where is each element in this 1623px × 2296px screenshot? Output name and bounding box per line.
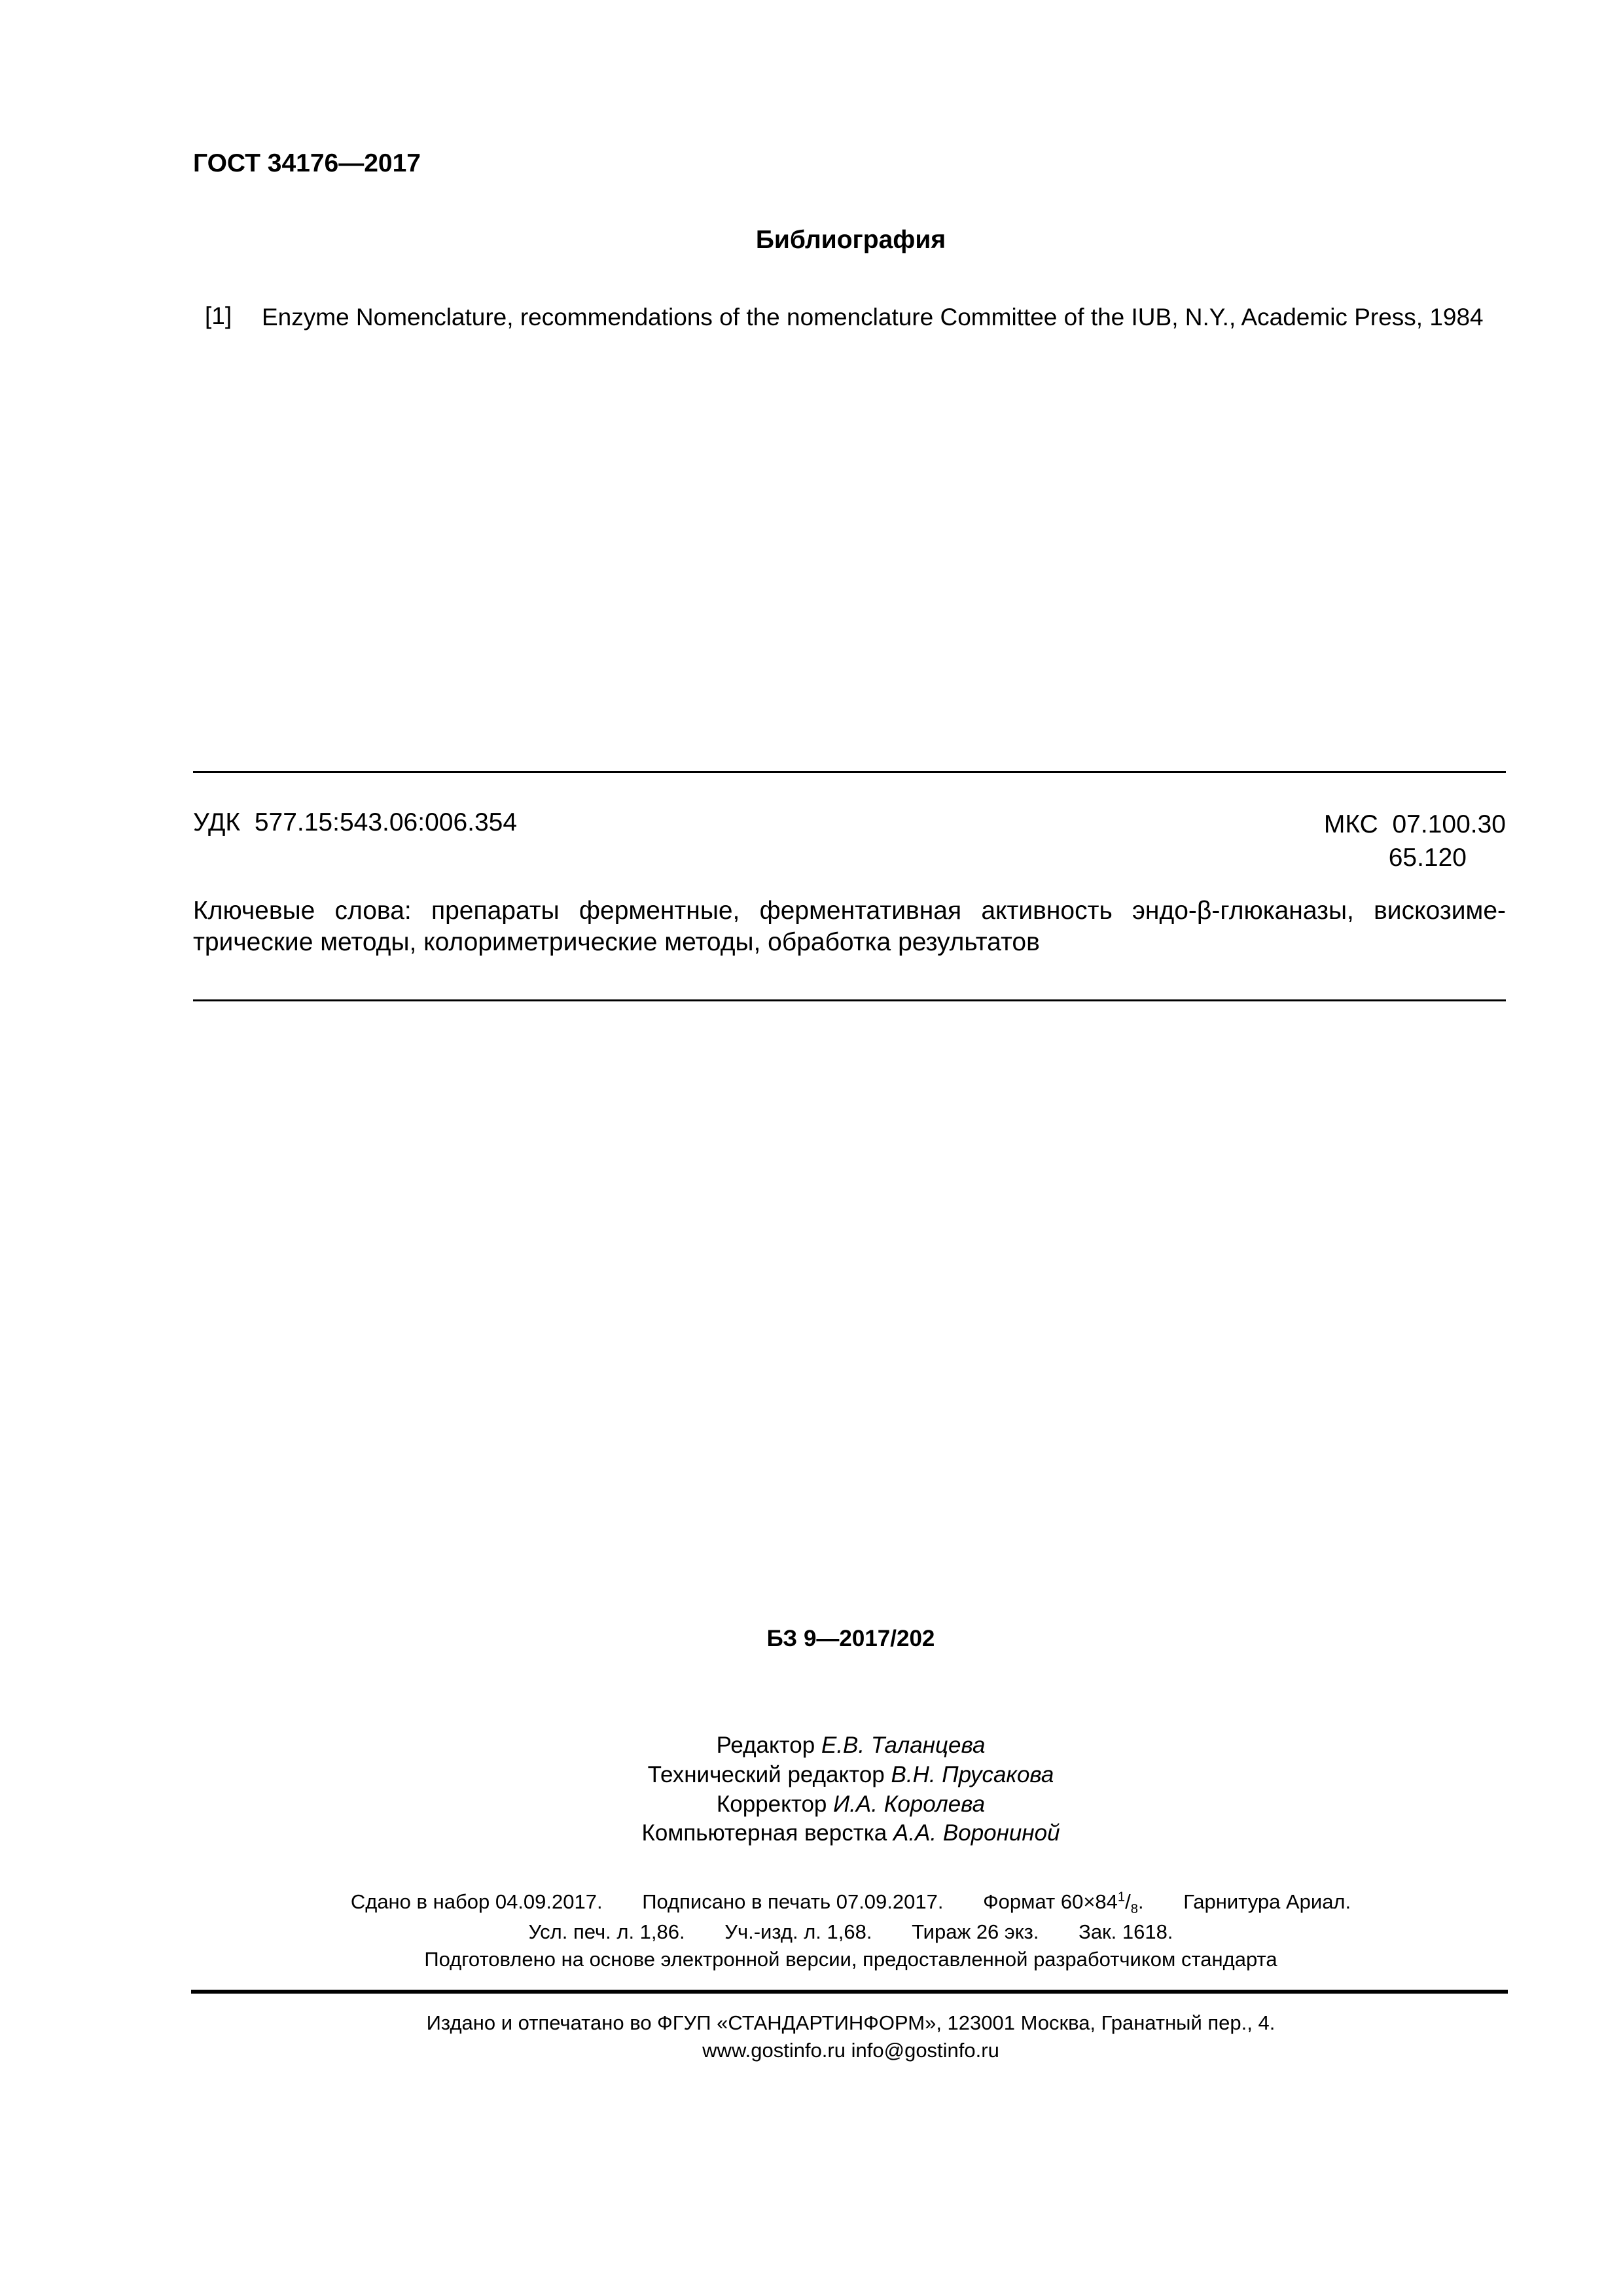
keywords: Ключевые слова: препараты ферментные, ферментативная активность эндо-β-глюканазы, вискозиме-трические методы, колориметрические методы, обработка результатов xyxy=(193,897,1506,956)
credit-corrector xyxy=(0,1790,1623,1820)
format-denominator: 8 xyxy=(1130,1902,1138,1917)
imprint-print-sheets: Усл. печ. л. 1,86. xyxy=(528,1920,685,1944)
imprint-submitted: Сдано в набор 04.09.2017. xyxy=(350,1890,603,1913)
bz-number: БЗ 9—2017/202 xyxy=(766,1626,935,1651)
credit-tech-editor xyxy=(0,1761,1623,1790)
mks-primary: МКС 07.100.30 xyxy=(1323,810,1506,838)
credit-label: Компьютерная верстка xyxy=(641,1820,887,1846)
email-link[interactable]: info@gostinfo.ru xyxy=(851,2038,999,2062)
credit-label: Корректор xyxy=(716,1791,827,1817)
reference-text: Enzyme Nomenclature, recommendations of the nomenclature Committee of the IUB, N.Y., Academic Press, 1984 xyxy=(262,304,1484,331)
publisher-line: Издано и отпечатано во ФГУП «СТАНДАРТИНФОРМ», 123001 Москва, Гранатный пер., 4. xyxy=(426,2011,1275,2034)
publisher-block xyxy=(0,2009,1623,2064)
credits-block xyxy=(0,1731,1623,1848)
imprint-line-1 xyxy=(0,1888,1623,1918)
credit-name: В.Н. Прусакова xyxy=(891,1761,1054,1787)
credit-name: А.А. Ворониной xyxy=(893,1820,1060,1846)
divider-middle xyxy=(193,999,1506,1001)
bibliography-title: Библиография xyxy=(755,226,946,254)
imprint-block xyxy=(0,1888,1623,1973)
imprint-typeface: Гарнитура Ариал. xyxy=(1183,1890,1351,1913)
mks-secondary: 65.120 xyxy=(1388,843,1467,872)
credit-name: И.А. Королева xyxy=(833,1791,986,1817)
credit-editor xyxy=(0,1731,1623,1761)
imprint-pub-sheets: Уч.-изд. л. 1,68. xyxy=(724,1920,872,1944)
imprint-run: Тираж 26 экз. xyxy=(912,1920,1039,1944)
credit-label: Редактор xyxy=(716,1732,815,1758)
publisher-contacts xyxy=(0,2037,1623,2064)
credit-label: Технический редактор xyxy=(647,1761,885,1787)
website-link[interactable]: www.gostinfo.ru xyxy=(702,2038,846,2062)
divider-top xyxy=(193,771,1506,773)
imprint-signed: Подписано в печать 07.09.2017. xyxy=(642,1890,944,1913)
udk-code: УДК 577.15:543.06:006.354 xyxy=(193,808,518,836)
format-numerator: 1 xyxy=(1117,1890,1126,1905)
divider-bottom xyxy=(191,1990,1508,1994)
imprint-order: Зак. 1618. xyxy=(1079,1920,1173,1944)
document-code: ГОСТ 34176—2017 xyxy=(193,149,421,177)
reference-number: [1] xyxy=(205,302,232,329)
credit-layout xyxy=(0,1819,1623,1848)
imprint-line-2 xyxy=(0,1918,1623,1946)
format-prefix: Формат 60×84 xyxy=(983,1890,1118,1913)
format-suffix: . xyxy=(1137,1890,1144,1913)
credit-name: Е.В. Таланцева xyxy=(821,1732,986,1758)
imprint-format: Формат $60\times 84^1/_8$. xyxy=(983,1890,1144,1917)
imprint-prepared: Подготовлено на основе электронной версии, предоставленной разработчиком стандарта xyxy=(424,1948,1277,1971)
mks-code xyxy=(1324,808,1506,874)
